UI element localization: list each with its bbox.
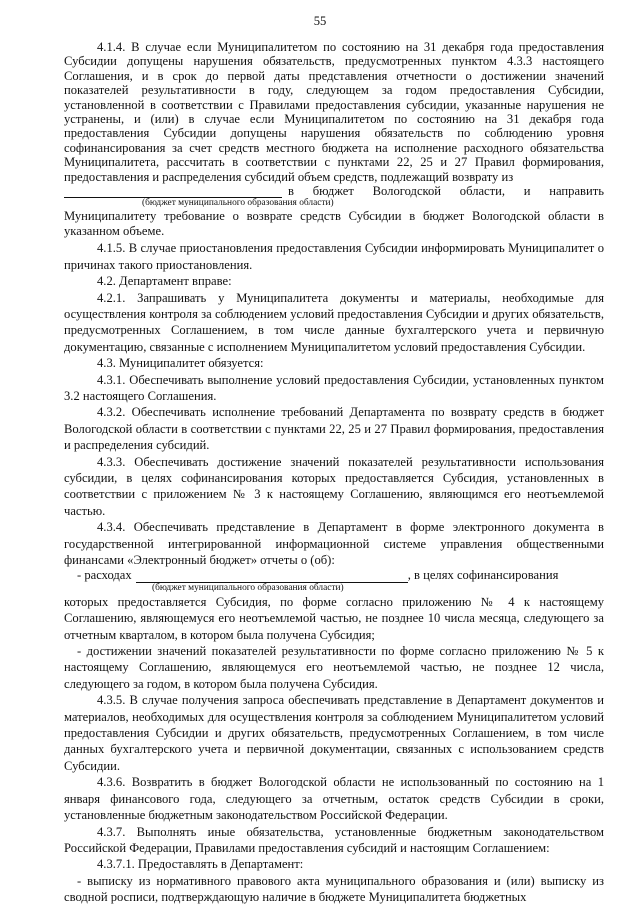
fill-line-text: в бюджет Вологодской области, и направить — [288, 184, 604, 199]
paragraph-4-3-4: 4.3.4. Обеспечивать представление в Департамент в форме электронного документа в государственной интегрированной информационной системе управления общественными финансами «Электронный бюджет» отчеты о (об): — [64, 520, 604, 567]
paragraph-4-1-4: 4.1.4. В случае если Муниципалитетом по состоянию на 31 декабря года предоставления Субсидии допущены нарушения обязательств, предусмотренных пунктом 4.3.3 настоящего Соглашения, и в срок до первой даты представления отчетности о достижении значений показателей результативности в году, следующем за годом предоставления Субсидии, установленной в соответствии с Правилами предоставления субсидии, указанные нарушения не устранены, и (или) в случае если Муниципалитетом по состоянию на 31 декабря года предоставления Субсидии допущены нарушения обязательств по соблюдению уровня софинансирования за счет средств местного бюджета на исполнение расходного обязательства Муниципалитета, рассчитать в соответствии с пунктами 22, 25 и 27 Правил формирования, предоставления и распределения субсидий объем средств, подлежащий возврату из — [64, 40, 604, 184]
paragraph-4-1-5: 4.1.5. В случае приостановления предоставления Субсидии информировать Муниципалитет о причинах такого приостановления. — [64, 241, 604, 272]
paragraph-4-3-2: 4.3.2. Обеспечивать исполнение требований Департамента по возврату средств в бюджет Вологодской области в соответствии с пунктами 22, 25 и 27 Правил формирования, предоставления и распределения субсидий. — [64, 405, 604, 453]
field-caption: (бюджет муниципального образования области) — [152, 582, 344, 593]
page-number: 55 — [313, 14, 327, 28]
paragraph-4-3-7-1: 4.3.7.1. Предоставлять в Департамент: — [97, 857, 304, 872]
fill-line-expenses: - расходах , в целях софинансирования — [77, 568, 559, 583]
blank-budget-field — [136, 570, 408, 583]
paragraph-4-3-7-1-extract: - выписку из нормативного правового акта муниципального образования и (или) выписку из сводной росписи, подтверждающую наличие в бюджете Муниципалитета бюджетных — [64, 873, 604, 905]
paragraph-4-2-1: 4.2.1. Запрашивать у Муниципалитета документы и материалы, необходимые для осуществления контроля за соблюдением условий предоставления Субсидии и других обязательств, предусмотренных Соглашением, в том числе данные бухгалтерского учета и первичную документацию, связанные с исполнением Муниципалитетом условий предоставления Субсидии. — [64, 290, 604, 354]
paragraph-4-3-7: 4.3.7. Выполнять иные обязательства, установленные бюджетным законодательством Российской Федерации, Правилами предоставления субсидий и настоящим Соглашением: — [64, 824, 604, 855]
blank-budget-field — [64, 185, 282, 198]
paragraph-4-3: 4.3. Муниципалитет обязуется: — [97, 356, 264, 371]
fill-line-budget-return — [64, 184, 604, 198]
field-caption: (бюджет муниципального образования области) — [142, 198, 334, 209]
paragraph-4-3-5: 4.3.5. В случае получения запроса обеспечивать представление в Департамент документов и материалов, необходимых для осуществления контроля за соблюдением Муниципалитетом условий предоставления Субсидии и других обязательств, предусмотренных Соглашением, в том числе данных бухгалтерского учета и первичной документации, связанных с использованием средств Субсидии. — [64, 693, 604, 773]
paragraph-4-3-4-report-expenses: которых предоставляется Субсидия, по форме согласно приложению № 4 к настоящему Соглашению, являющемуся его неотъемлемой частью, не позднее 10 числа месяца, следующего за отчетным кварталом, в котором была получена Субсидия; — [64, 594, 604, 642]
paragraph-4-3-1: 4.3.1. Обеспечивать выполнение условий предоставления Субсидии, установленных пунктом 3.2 настоящего Соглашения. — [64, 372, 604, 403]
paragraph-4-1-4-end: Муниципалитету требование о возврате средств Субсидии в бюджет Вологодской области в указанном объеме. — [64, 209, 604, 238]
paragraph-4-3-4-report-indicators: - достижении значений показателей результативности по форме согласно приложению № 5 к настоящему Соглашению, являющемуся его неотъемлемой частью, не позднее 12 числа, следующего за годом, в котором была получена Субсидия. — [64, 644, 604, 691]
document-body — [64, 40, 604, 906]
paragraph-4-2: 4.2. Департамент вправе: — [97, 274, 232, 289]
paragraph-4-3-6: 4.3.6. Возвратить в бюджет Вологодской области не использованный по состоянию на 1 января финансового года, следующего за отчетным, остаток средств Субсидии в сроки, установленные бюджетным законодательством Российской Федерации. — [64, 775, 604, 823]
paragraph-4-3-3: 4.3.3. Обеспечивать достижение значений показателей результативности использования субсидии, в целях софинансирования которых предоставляется Субсидия, установленных в соответствии с приложением № 3 к настоящему Соглашению, являющимся его неотъемлемой частью. — [64, 454, 604, 518]
